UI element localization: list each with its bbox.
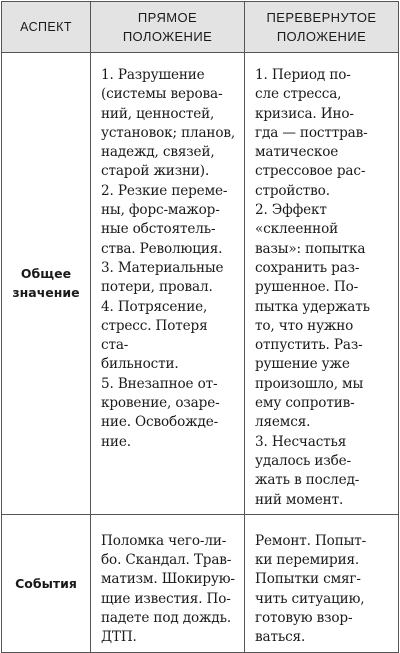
reversed-text: 1. Период по- сле стресса, кризиса. Ино- гда — посттрав- матическое стрессовое рас- стройство. 2. Эффект «склеенной вазы»: попытка сохранить раз- рушенное. По- пытка удержать то, что нужно отпустить. Раз- рушение уже произошло, мы ему сопротив- ляемся. 3. Несчастья удалось избе- жать в послед- ний момент.	[255, 67, 370, 508]
aspect-label-text: Общее значение	[12, 266, 80, 301]
table-row	[2, 53, 399, 515]
header-upright: ПРЯМОЕ ПОЛОЖЕНИЕ	[91, 2, 245, 53]
upright-text: Поломка чего-ли- бо. Скандал. Трав- матизм. Шокирую- щие известия. По- падете под дождь. ДТП.	[101, 532, 235, 646]
header-reversed: ПЕРЕВЕРНУТОЕ ПОЛОЖЕНИЕ	[245, 2, 399, 53]
upright-cell	[91, 514, 245, 652]
tarot-meaning-table	[1, 1, 399, 653]
reversed-cell	[245, 53, 399, 515]
upright-text: 1. Разрушение (системы верова- ний, ценностей, установок; планов, надежд, связей, старой жизни). 2. Резкие переме- ны, форс-мажор- ные обстоятель- ства. Революция. 3. Материальные потери, провал. 4. Потрясение, стресс. Потеря ста- бильности. 5. Внезапное от- кровение, озаре- ние. Освобожде- ние.	[101, 67, 236, 450]
reversed-text: Ремонт. Попыт- ки перемирия. Попытки смяг- чить ситуацию, готовую взор- ваться.	[255, 532, 367, 646]
upright-cell	[91, 53, 245, 515]
aspect-label-text: События	[15, 575, 77, 591]
row-aspect-label	[2, 514, 91, 652]
row-aspect-label	[2, 53, 91, 515]
header-aspect: АСПЕКТ	[2, 2, 91, 53]
table-row	[2, 514, 399, 652]
reversed-cell	[245, 514, 399, 652]
header-row	[2, 2, 399, 53]
